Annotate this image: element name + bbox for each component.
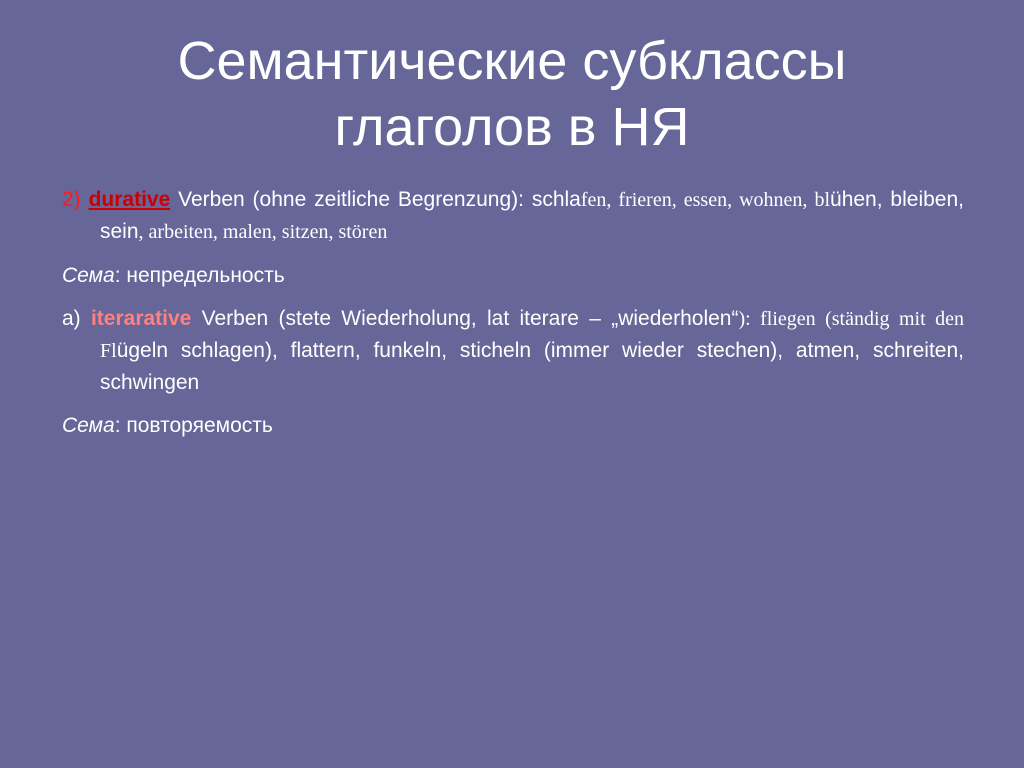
slide-title: [0, 28, 1024, 160]
durative-keyword: durative: [88, 188, 171, 211]
sema-value: : непредельность: [114, 264, 285, 287]
durative-text: Verben (ohne zeitliche Begrenzung): schla: [170, 188, 581, 211]
sema-label: Сема: [62, 264, 115, 287]
sema-iterative: [62, 410, 964, 441]
iterarative-keyword: iterarative: [90, 307, 192, 330]
sema-durative: [62, 260, 964, 291]
item-number: 2): [62, 188, 81, 211]
title-line-2: глаголов в НЯ: [334, 97, 690, 157]
durative-examples-sans: ühen, bleiben, sein: [100, 188, 964, 243]
durative-paragraph: [62, 184, 964, 248]
durative-examples-serif: fen, frieren, essen, wohnen, bl: [580, 189, 831, 211]
iterative-paragraph: [62, 303, 964, 398]
iterative-examples-serif: ): fliegen (ständig mit den Fl: [100, 308, 964, 362]
title-line-1: Семантические субклассы: [177, 31, 847, 91]
item-letter: a): [62, 307, 91, 330]
slide-body: [62, 184, 964, 453]
iterative-text: Verben (stete Wiederholung, lat iterare – „wiederholen“: [191, 307, 739, 330]
iterative-examples-sans: ügeln schlagen), flattern, funkeln, sticheln (immer wieder stechen), atmen, schreiten, schwingen: [100, 339, 964, 394]
sema-label: Сема: [62, 414, 115, 437]
sema-value: : повторяемость: [114, 414, 273, 437]
durative-examples-serif-2: , arbeiten, malen, sitzen, stören: [138, 221, 388, 243]
